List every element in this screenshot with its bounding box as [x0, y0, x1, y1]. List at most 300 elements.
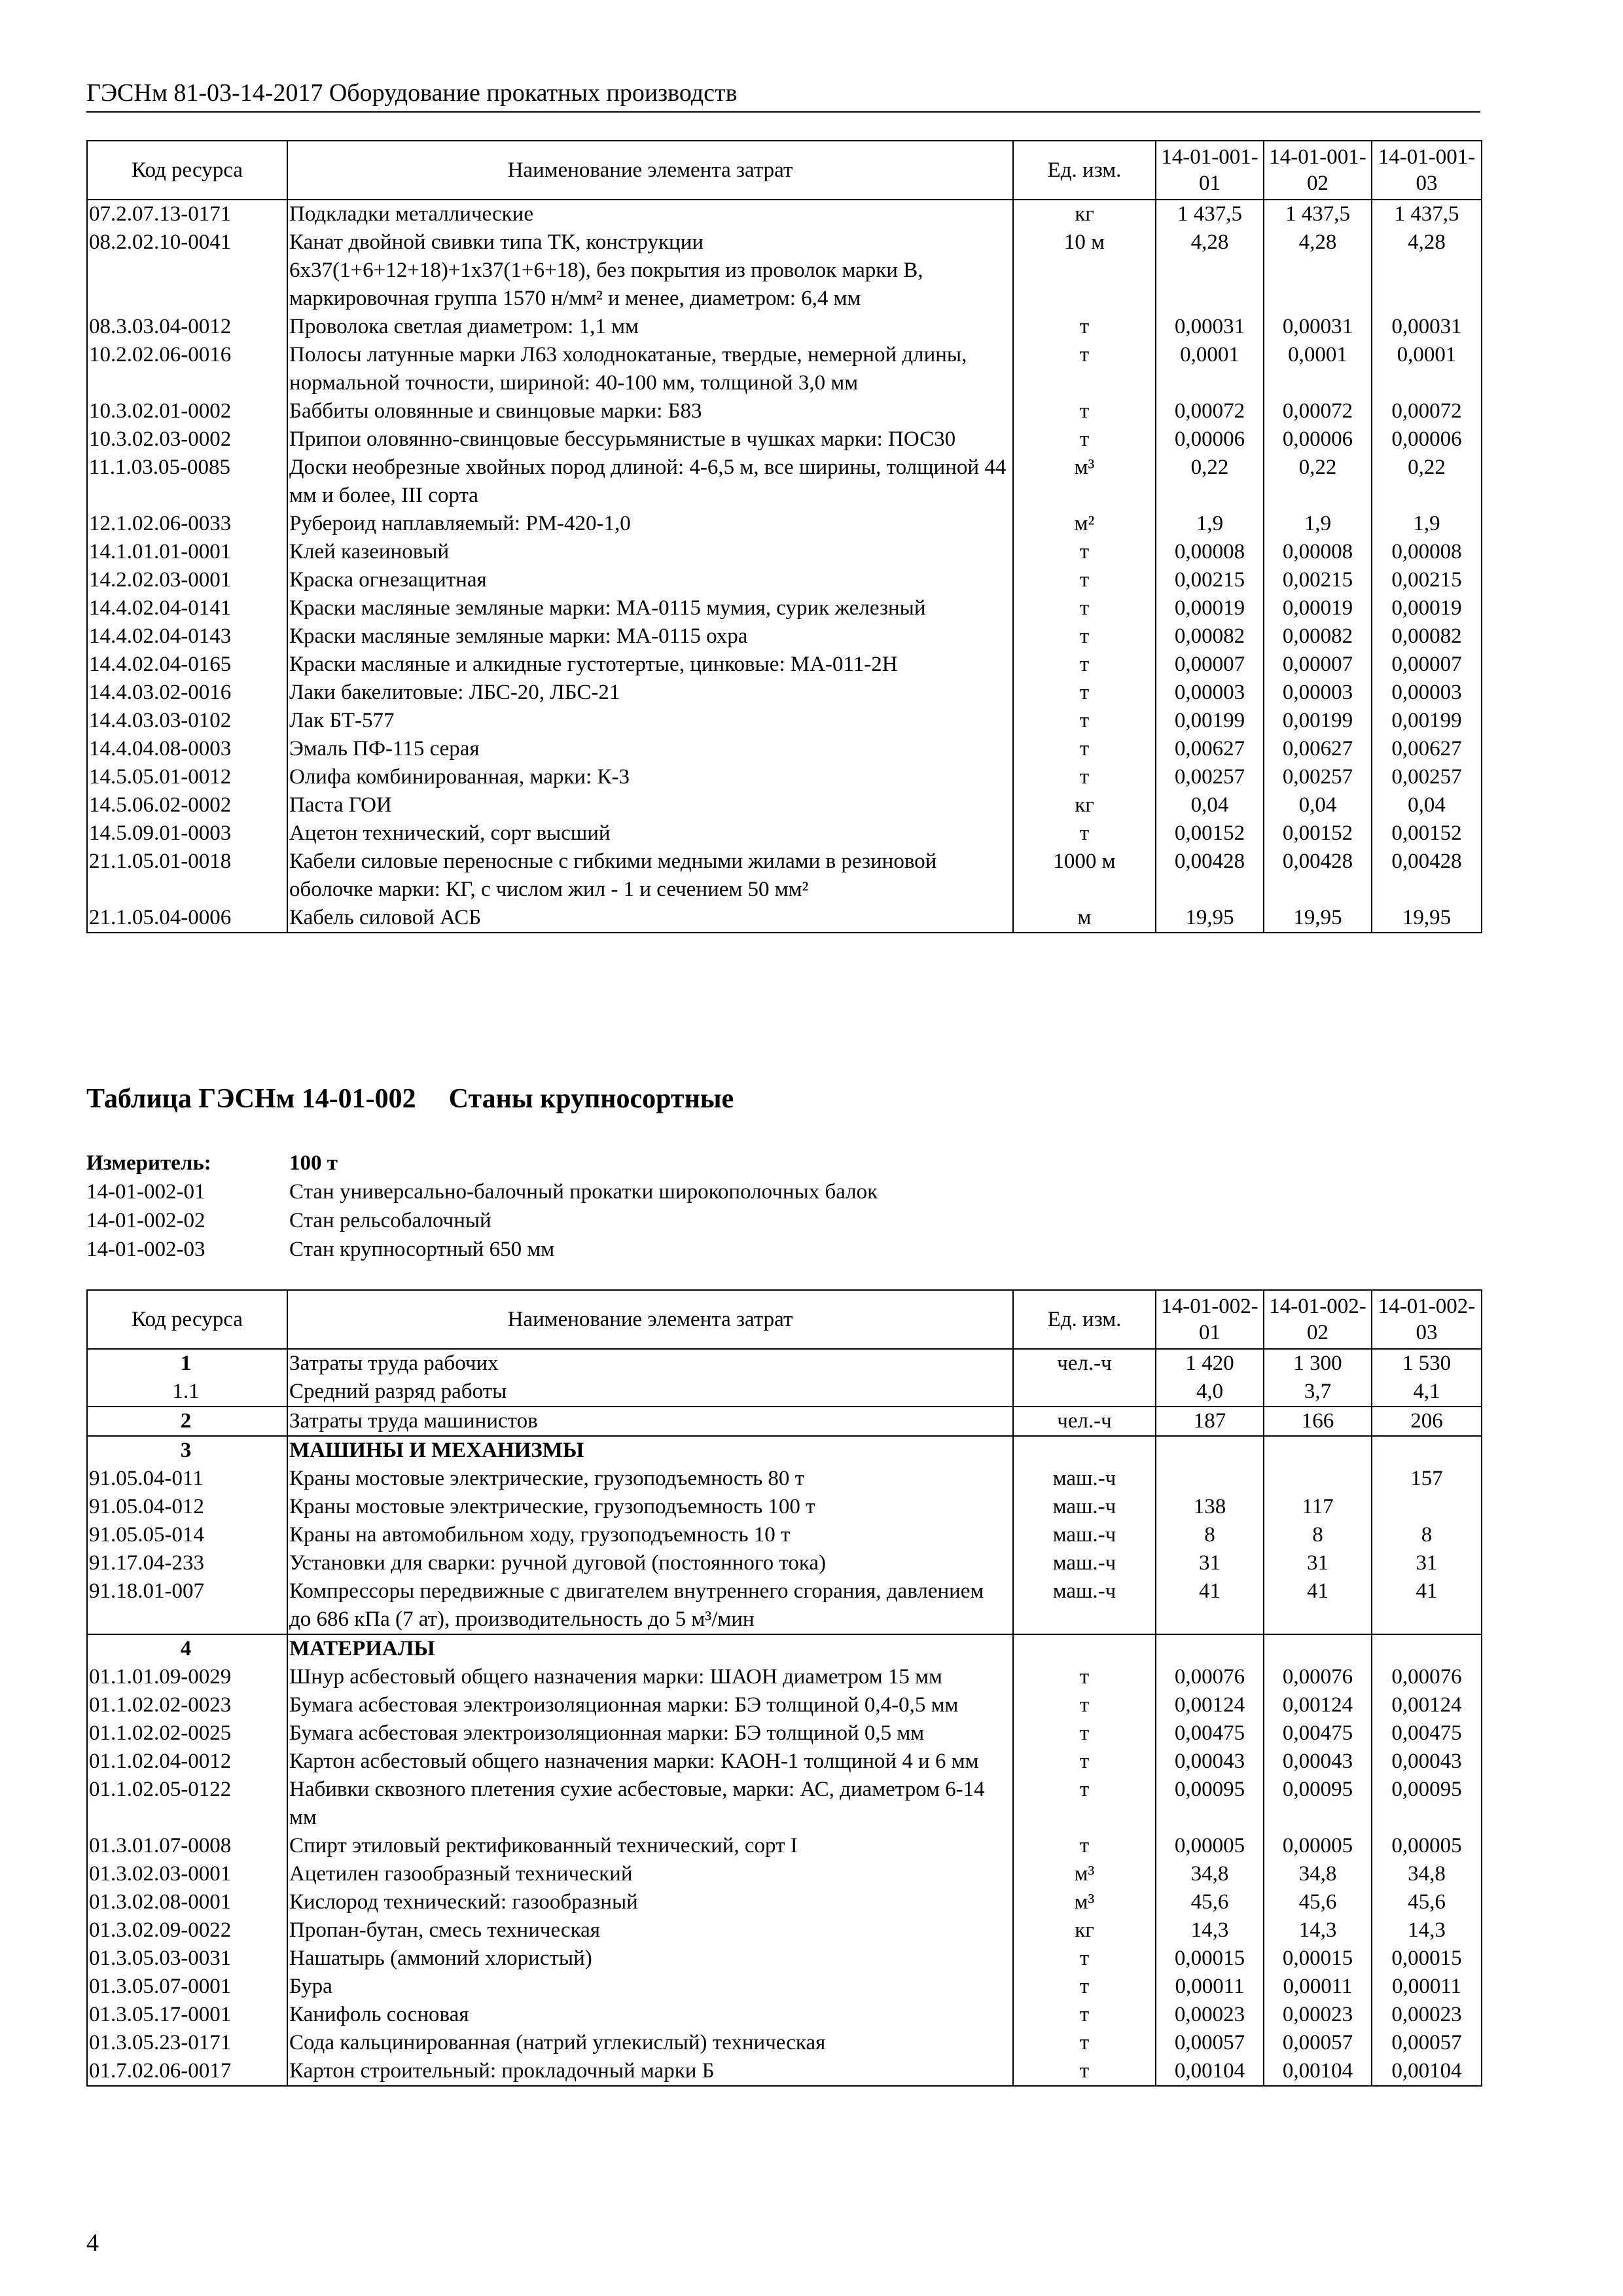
cell-value: 0,00095: [1264, 1776, 1372, 1832]
cell-value: 0,00015: [1156, 1945, 1264, 1973]
cell-code: 01.1.02.05-0122: [87, 1776, 287, 1832]
cell-value: 4,1: [1372, 1378, 1482, 1407]
cell-unit: т: [1013, 1832, 1156, 1860]
cell-value: 0,00152: [1372, 819, 1482, 848]
cell-unit: т: [1013, 397, 1156, 425]
cell-value: 0,00043: [1264, 1748, 1372, 1776]
cell-name: Рубероид наплавляемый: РМ-420-1,0: [287, 510, 1013, 538]
table-row: [87, 1776, 1482, 1832]
cell-unit: т: [1013, 341, 1156, 397]
cell-name: Краны мостовые электрические, грузоподъемность 80 т: [287, 1465, 1013, 1493]
col-header-b: 14-01-001-02: [1264, 141, 1372, 200]
cell-value: 0,00095: [1156, 1776, 1264, 1832]
cell-unit: т: [1013, 2029, 1156, 2057]
cell-value: 0,0001: [1372, 341, 1482, 397]
col-header-name: Наименование элемента затрат: [287, 1290, 1013, 1349]
cell-code: 01.3.02.08-0001: [87, 1888, 287, 1916]
table-row: [87, 313, 1482, 341]
cell-unit: т: [1013, 1663, 1156, 1691]
cell-unit: т: [1013, 1719, 1156, 1748]
cell-code: 3: [87, 1436, 287, 1465]
table-row: [87, 707, 1482, 735]
cell-value: 0,00031: [1156, 313, 1264, 341]
cell-value: 0,0001: [1264, 341, 1372, 397]
cell-value: 0,00011: [1156, 1973, 1264, 2001]
cell-unit: т: [1013, 538, 1156, 566]
cell-value: 19,95: [1156, 904, 1264, 933]
cell-code: 01.3.05.17-0001: [87, 2001, 287, 2029]
cell-value: 45,6: [1264, 1888, 1372, 1916]
table-row: [87, 651, 1482, 679]
cell-value: 0,00005: [1264, 1832, 1372, 1860]
meter-item-text: Стан рельсобалочный: [289, 1209, 491, 1232]
cell-value: 0,00215: [1372, 566, 1482, 594]
table-row: [87, 425, 1482, 454]
cell-name: Канат двойной свивки типа ТК, конструкции 6х37(1+6+12+18)+1х37(1+6+18), без покрытия из проволок марки В, маркировочная группа 1570 н/мм² и менее, диаметром: 6,4 мм: [287, 228, 1013, 313]
cell-value: 0,00215: [1264, 566, 1372, 594]
cell-value: 8: [1156, 1521, 1264, 1549]
cell-name: Кабель силовой АСБ: [287, 904, 1013, 933]
cell-unit: м³: [1013, 1888, 1156, 1916]
cell-unit: маш.-ч: [1013, 1577, 1156, 1634]
col-header-code: Код ресурса: [87, 1290, 287, 1349]
cell-value: 0,00008: [1156, 538, 1264, 566]
cell-value: 0,00199: [1156, 707, 1264, 735]
cell-value: 0,0001: [1156, 341, 1264, 397]
table-row: [87, 1860, 1482, 1888]
cell-code: 01.3.05.07-0001: [87, 1973, 287, 2001]
cell-value: 1 437,5: [1156, 200, 1264, 228]
cell-value: 0,00124: [1264, 1691, 1372, 1719]
table-row: [87, 848, 1482, 904]
cell-name: Спирт этиловый ректификованный технический, сорт I: [287, 1832, 1013, 1860]
cell-code: 11.1.03.05-0085: [87, 454, 287, 510]
cell-value: 31: [1156, 1549, 1264, 1577]
cell-code: 21.1.05.01-0018: [87, 848, 287, 904]
cell-code: 14.4.02.04-0165: [87, 651, 287, 679]
table-row: [87, 904, 1482, 933]
meter-item: [86, 1206, 878, 1235]
cell-value: [1264, 1436, 1372, 1465]
table-row: [87, 594, 1482, 622]
cell-value: 14,3: [1264, 1916, 1372, 1945]
cell-value: [1372, 1436, 1482, 1465]
cell-value: 45,6: [1372, 1888, 1482, 1916]
table-row: [87, 1691, 1482, 1719]
cell-value: 4,28: [1156, 228, 1264, 313]
table-row: [87, 2001, 1482, 2029]
meter-item-text: Стан универсально-балочный прокатки широкополочных балок: [289, 1180, 878, 1204]
page-number: 4: [86, 2229, 99, 2257]
table-row: [87, 1888, 1482, 1916]
cell-value: 0,22: [1372, 454, 1482, 510]
cell-unit: т: [1013, 707, 1156, 735]
table-row: [87, 2029, 1482, 2057]
cell-unit: м³: [1013, 1860, 1156, 1888]
table-row: [87, 679, 1482, 707]
cell-unit: маш.-ч: [1013, 1549, 1156, 1577]
cell-unit: 1000 м: [1013, 848, 1156, 904]
cell-value: 0,00199: [1264, 707, 1372, 735]
cell-value: 0,00031: [1372, 313, 1482, 341]
cell-code: 01.3.02.03-0001: [87, 1860, 287, 1888]
cell-unit: т: [1013, 566, 1156, 594]
cell-value: 0,22: [1156, 454, 1264, 510]
cell-unit: чел.-ч: [1013, 1407, 1156, 1436]
table-row: [87, 819, 1482, 848]
cell-code: 14.5.05.01-0012: [87, 763, 287, 791]
cell-name: Лак БТ-577: [287, 707, 1013, 735]
cell-code: 2: [87, 1407, 287, 1436]
cell-unit: м²: [1013, 510, 1156, 538]
table-title: [86, 1083, 734, 1115]
cell-value: 0,00043: [1156, 1748, 1264, 1776]
cell-unit: кг: [1013, 1916, 1156, 1945]
cell-value: 0,04: [1156, 791, 1264, 819]
cell-value: 14,3: [1372, 1916, 1482, 1945]
cell-value: 0,00008: [1264, 538, 1372, 566]
cell-value: 0,00124: [1156, 1691, 1264, 1719]
cell-value: 0,00006: [1156, 425, 1264, 454]
cell-value: 0,00011: [1264, 1973, 1372, 2001]
cell-name: Доски необрезные хвойных пород длиной: 4-6,5 м, все ширины, толщиной 44 мм и более, III сорта: [287, 454, 1013, 510]
cell-code: 10.2.02.06-0016: [87, 341, 287, 397]
cell-value: [1156, 1465, 1264, 1493]
cell-value: 0,00257: [1156, 763, 1264, 791]
cell-value: [1156, 1436, 1264, 1465]
cell-value: 0,00003: [1156, 679, 1264, 707]
cell-code: 14.5.09.01-0003: [87, 819, 287, 848]
cell-value: 0,00124: [1372, 1691, 1482, 1719]
cell-value: 0,00627: [1264, 735, 1372, 763]
cell-value: 206: [1372, 1407, 1482, 1436]
cell-code: 14.4.03.03-0102: [87, 707, 287, 735]
cell-unit: т: [1013, 735, 1156, 763]
cell-value: 0,00199: [1372, 707, 1482, 735]
cell-value: 138: [1156, 1493, 1264, 1521]
cell-value: 0,00072: [1372, 397, 1482, 425]
cell-code: 91.05.05-014: [87, 1521, 287, 1549]
cell-code: 1: [87, 1349, 287, 1378]
cell-name: Канифоль сосновая: [287, 2001, 1013, 2029]
table-row: [87, 763, 1482, 791]
table-row: [87, 1349, 1482, 1378]
cell-unit: кг: [1013, 200, 1156, 228]
cell-value: 8: [1264, 1521, 1372, 1549]
table-row: [87, 538, 1482, 566]
cell-code: 91.17.04-233: [87, 1549, 287, 1577]
cell-value: 0,00082: [1264, 622, 1372, 651]
cell-value: 45,6: [1156, 1888, 1264, 1916]
cell-unit: т: [1013, 313, 1156, 341]
cell-value: [1372, 1493, 1482, 1521]
cell-value: [1156, 1634, 1264, 1663]
cell-unit: [1013, 1634, 1156, 1663]
cell-unit: маш.-ч: [1013, 1465, 1156, 1493]
table-row: [87, 622, 1482, 651]
cell-unit: чел.-ч: [1013, 1349, 1156, 1378]
cell-value: 1,9: [1156, 510, 1264, 538]
table-row: [87, 1549, 1482, 1577]
cell-value: 0,00019: [1372, 594, 1482, 622]
cell-unit: т: [1013, 425, 1156, 454]
cell-unit: т: [1013, 1748, 1156, 1776]
cell-value: 0,00104: [1156, 2057, 1264, 2086]
cell-value: 0,00072: [1156, 397, 1264, 425]
cell-unit: т: [1013, 594, 1156, 622]
meter-value: 100 т: [289, 1151, 338, 1175]
meter-item: [86, 1177, 878, 1206]
cell-code: 10.3.02.01-0002: [87, 397, 287, 425]
cell-name: Клей казеиновый: [287, 538, 1013, 566]
cell-value: 0,00082: [1372, 622, 1482, 651]
table-row: [87, 1436, 1482, 1465]
table-header-row: [87, 1290, 1482, 1349]
cell-value: 0,00104: [1264, 2057, 1372, 2086]
cell-name: Эмаль ПФ-115 серая: [287, 735, 1013, 763]
cell-value: 0,00076: [1156, 1663, 1264, 1691]
cell-value: 1 420: [1156, 1349, 1264, 1378]
cell-unit: т: [1013, 1776, 1156, 1832]
table-row: [87, 397, 1482, 425]
cell-value: [1264, 1634, 1372, 1663]
meter-item: [86, 1235, 878, 1264]
cell-unit: кг: [1013, 791, 1156, 819]
meter-label: Измеритель:: [86, 1151, 211, 1175]
cell-unit: т: [1013, 1973, 1156, 2001]
meter-item-code: 14-01-002-01: [86, 1180, 205, 1204]
cell-value: 0,00023: [1372, 2001, 1482, 2029]
cell-name: Краски масляные и алкидные густотертые, цинковые: МА-011-2Н: [287, 651, 1013, 679]
cell-value: 0,22: [1264, 454, 1372, 510]
cell-value: 0,00003: [1372, 679, 1482, 707]
page-header: ГЭСНм 81-03-14-2017 Оборудование прокатных производств: [86, 77, 1480, 113]
cell-value: 0,04: [1264, 791, 1372, 819]
cell-value: 0,00428: [1372, 848, 1482, 904]
col-header-unit: Ед. изм.: [1013, 141, 1156, 200]
cell-name: Лаки бакелитовые: ЛБС-20, ЛБС-21: [287, 679, 1013, 707]
cell-value: 0,00006: [1264, 425, 1372, 454]
cell-name: Краски масляные земляные марки: МА-0115 охра: [287, 622, 1013, 651]
cell-unit: [1013, 1378, 1156, 1407]
table-row: [87, 1719, 1482, 1748]
cell-code: 14.4.04.08-0003: [87, 735, 287, 763]
cell-name: Ацетилен газообразный технический: [287, 1860, 1013, 1888]
cell-name: Краны на автомобильном ходу, грузоподъемность 10 т: [287, 1521, 1013, 1549]
cell-value: 14,3: [1156, 1916, 1264, 1945]
cell-name: Картон строительный: прокладочный марки Б: [287, 2057, 1013, 2086]
cell-value: 1,9: [1264, 510, 1372, 538]
cell-value: 3,7: [1264, 1378, 1372, 1407]
cell-value: 0,00475: [1156, 1719, 1264, 1748]
cell-value: 0,00023: [1264, 2001, 1372, 2029]
resource-table-2: [86, 1289, 1482, 2087]
cell-code: 14.2.02.03-0001: [87, 566, 287, 594]
cell-code: 01.3.02.09-0022: [87, 1916, 287, 1945]
col-header-a: 14-01-001-01: [1156, 141, 1264, 200]
cell-value: 19,95: [1372, 904, 1482, 933]
cell-value: 0,00031: [1264, 313, 1372, 341]
cell-name: Кислород технический: газообразный: [287, 1888, 1013, 1916]
cell-name: Затраты труда машинистов: [287, 1407, 1013, 1436]
cell-value: 0,00152: [1264, 819, 1372, 848]
cell-value: [1372, 1634, 1482, 1663]
cell-unit: т: [1013, 2057, 1156, 2086]
resource-table-1: [86, 140, 1482, 933]
cell-value: 19,95: [1264, 904, 1372, 933]
table-title-code: Таблица ГЭСНм 14-01-002: [86, 1084, 416, 1114]
cell-name: Бумага асбестовая электроизоляционная марки: БЭ толщиной 0,5 мм: [287, 1719, 1013, 1748]
cell-value: 117: [1264, 1493, 1372, 1521]
cell-value: 31: [1264, 1549, 1372, 1577]
table-row: [87, 1407, 1482, 1436]
cell-value: 4,28: [1372, 228, 1482, 313]
cell-code: 01.3.05.23-0171: [87, 2029, 287, 2057]
cell-value: 0,00627: [1372, 735, 1482, 763]
table-row: [87, 1748, 1482, 1776]
cell-value: 0,00019: [1156, 594, 1264, 622]
table-row: [87, 1465, 1482, 1493]
cell-value: 34,8: [1372, 1860, 1482, 1888]
cell-value: 0,00007: [1372, 651, 1482, 679]
cell-name: Краска огнезащитная: [287, 566, 1013, 594]
cell-value: 0,00005: [1372, 1832, 1482, 1860]
table-header-row: [87, 141, 1482, 200]
cell-name: Набивки сквозного плетения сухие асбестовые, марки: АС, диаметром 6-14 мм: [287, 1776, 1013, 1832]
cell-value: 0,00023: [1156, 2001, 1264, 2029]
col-header-c: 14-01-001-03: [1372, 141, 1482, 200]
cell-value: 0,00475: [1264, 1719, 1372, 1748]
cell-value: 0,00057: [1372, 2029, 1482, 2057]
cell-name: Полосы латунные марки Л63 холоднокатаные, твердые, немерной длины, нормальной точности, шириной: 40-100 мм, толщиной 3,0 мм: [287, 341, 1013, 397]
cell-code: 14.1.01.01-0001: [87, 538, 287, 566]
cell-code: 01.1.01.09-0029: [87, 1663, 287, 1691]
cell-value: 0,00008: [1372, 538, 1482, 566]
cell-value: 34,8: [1156, 1860, 1264, 1888]
cell-code: 91.18.01-007: [87, 1577, 287, 1634]
cell-unit: т: [1013, 1945, 1156, 1973]
cell-value: 0,00043: [1372, 1748, 1482, 1776]
cell-value: 34,8: [1264, 1860, 1372, 1888]
cell-value: 4,28: [1264, 228, 1372, 313]
cell-value: 0,00011: [1372, 1973, 1482, 2001]
cell-value: 0,00475: [1372, 1719, 1482, 1748]
cell-unit: м: [1013, 904, 1156, 933]
cell-value: 1 437,5: [1264, 200, 1372, 228]
table-row: [87, 1945, 1482, 1973]
table-row: [87, 454, 1482, 510]
cell-value: 1 437,5: [1372, 200, 1482, 228]
cell-value: 4,0: [1156, 1378, 1264, 1407]
cell-name: Бура: [287, 1973, 1013, 2001]
cell-code: 4: [87, 1634, 287, 1663]
cell-value: 41: [1372, 1577, 1482, 1634]
cell-name: Паста ГОИ: [287, 791, 1013, 819]
col-header-name: Наименование элемента затрат: [287, 141, 1013, 200]
table-row: [87, 200, 1482, 228]
cell-value: 0,00076: [1264, 1663, 1372, 1691]
cell-value: [1264, 1465, 1372, 1493]
table-row: [87, 1577, 1482, 1634]
cell-name: Средний разряд работы: [287, 1378, 1013, 1407]
cell-code: 07.2.07.13-0171: [87, 200, 287, 228]
cell-value: 8: [1372, 1521, 1482, 1549]
cell-name: Припои оловянно-свинцовые бессурьмянистые в чушках марки: ПОС30: [287, 425, 1013, 454]
cell-code: 01.3.01.07-0008: [87, 1832, 287, 1860]
cell-value: 0,00215: [1156, 566, 1264, 594]
cell-name: Шнур асбестовый общего назначения марки: ШАОН диаметром 15 мм: [287, 1663, 1013, 1691]
cell-value: 0,00057: [1264, 2029, 1372, 2057]
cell-name: Затраты труда рабочих: [287, 1349, 1013, 1378]
cell-name: Нашатырь (аммоний хлористый): [287, 1945, 1013, 1973]
table-row: [87, 1493, 1482, 1521]
cell-unit: т: [1013, 819, 1156, 848]
table-row: [87, 228, 1482, 313]
cell-code: 10.3.02.03-0002: [87, 425, 287, 454]
col-header-a: 14-01-002-01: [1156, 1290, 1264, 1349]
cell-value: 1,9: [1372, 510, 1482, 538]
cell-value: 0,00015: [1372, 1945, 1482, 1973]
cell-code: 14.4.02.04-0141: [87, 594, 287, 622]
col-header-c: 14-01-002-03: [1372, 1290, 1482, 1349]
cell-code: 1.1: [87, 1378, 287, 1407]
cell-value: 1 530: [1372, 1349, 1482, 1378]
col-header-b: 14-01-002-02: [1264, 1290, 1372, 1349]
table-row: [87, 1973, 1482, 2001]
cell-name: Проволока светлая диаметром: 1,1 мм: [287, 313, 1013, 341]
cell-unit: т: [1013, 651, 1156, 679]
cell-code: 91.05.04-012: [87, 1493, 287, 1521]
cell-value: 0,00072: [1264, 397, 1372, 425]
table-row: [87, 341, 1482, 397]
cell-unit: маш.-ч: [1013, 1493, 1156, 1521]
cell-code: 21.1.05.04-0006: [87, 904, 287, 933]
cell-value: 0,00015: [1264, 1945, 1372, 1973]
cell-code: 14.4.03.02-0016: [87, 679, 287, 707]
cell-unit: т: [1013, 622, 1156, 651]
cell-value: 0,00082: [1156, 622, 1264, 651]
table-row: [87, 1634, 1482, 1663]
meter-item-code: 14-01-002-03: [86, 1238, 205, 1261]
cell-name: Краски масляные земляные марки: МА-0115 мумия, сурик железный: [287, 594, 1013, 622]
table-row: [87, 791, 1482, 819]
cell-value: 0,00076: [1372, 1663, 1482, 1691]
cell-value: 0,00152: [1156, 819, 1264, 848]
cell-name: Пропан-бутан, смесь техническая: [287, 1916, 1013, 1945]
cell-name: Картон асбестовый общего назначения марки: КАОН-1 толщиной 4 и 6 мм: [287, 1748, 1013, 1776]
cell-name: МАТЕРИАЛЫ: [287, 1634, 1013, 1663]
cell-value: 0,00095: [1372, 1776, 1482, 1832]
table-row: [87, 510, 1482, 538]
cell-name: Компрессоры передвижные с двигателем внутреннего сгорания, давлением до 686 кПа (7 ат), производительность до 5 м³/мин: [287, 1577, 1013, 1634]
col-header-code: Код ресурса: [87, 141, 287, 200]
cell-code: 91.05.04-011: [87, 1465, 287, 1493]
cell-value: 0,00257: [1264, 763, 1372, 791]
cell-value: 157: [1372, 1465, 1482, 1493]
cell-name: Установки для сварки: ручной дуговой (постоянного тока): [287, 1549, 1013, 1577]
cell-code: 01.7.02.06-0017: [87, 2057, 287, 2086]
meter-item-text: Стан крупносортный 650 мм: [289, 1238, 555, 1261]
cell-value: 0,00003: [1264, 679, 1372, 707]
table-row: [87, 1663, 1482, 1691]
cell-value: 0,00428: [1156, 848, 1264, 904]
cell-value: 0,00257: [1372, 763, 1482, 791]
cell-value: 0,00104: [1372, 2057, 1482, 2086]
cell-value: 0,00007: [1156, 651, 1264, 679]
table-row: [87, 566, 1482, 594]
cell-unit: маш.-ч: [1013, 1521, 1156, 1549]
cell-unit: т: [1013, 1691, 1156, 1719]
